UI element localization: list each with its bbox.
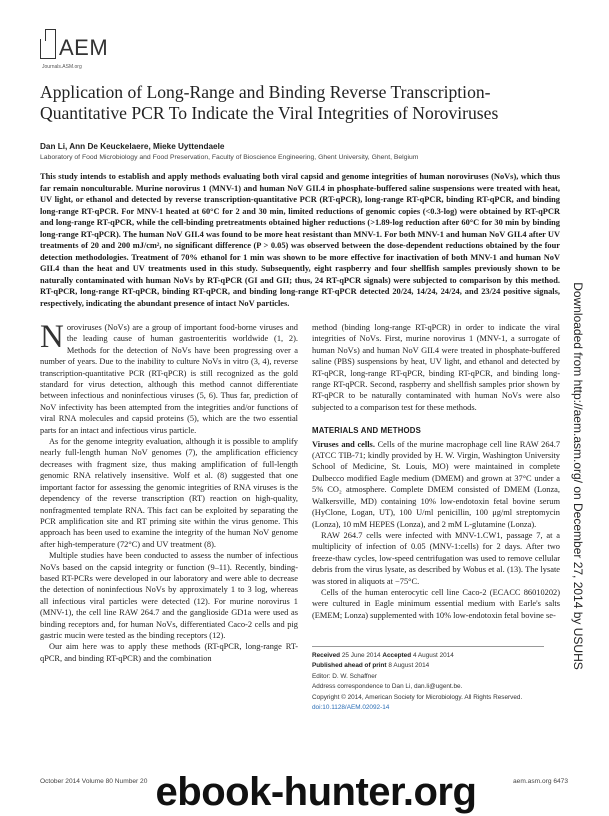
dates-line: Received 25 June 2014 Accepted 4 August 2014: [312, 652, 454, 659]
download-notice-text: Downloaded from http://aem.asm.org/ on December 27, 2014 by USUHS: [571, 281, 585, 670]
body-column-right: [312, 322, 560, 621]
abstract: [40, 171, 560, 309]
copyright-line: Copyright © 2014, American Society for Microbiology. All Rights Reserved.: [312, 693, 523, 701]
body-column-left: [40, 319, 298, 664]
run-in-heading: Viruses and cells.: [312, 439, 375, 449]
journal-logo: [40, 27, 109, 75]
intro-paragraph-5: method (binding long-range RT-qPCR) in order to indicate the viral integrities of NoVs. First, murine norovirus 1 (MNV-1, a surrogate of human NoVs) and human NoV GII.4 were treated in phosphate-buffered saline (PBS) suspensions by heat, UV light, and ethanol and detected by RT-qPCR, long-range RT-qPCR, binding RT-qPCR, and binding long-range RT-qPCR. Second, raspberry and shellfish samples prior shown by RT-qPCR to be naturally contaminated with human NoVs were also subjected to a comparison test for these methods.: [312, 323, 560, 412]
affiliation: Laboratory of Food Microbiology and Food Preservation, Faculty of Bioscience Engineering, Ghent University, Ghent, Belgium: [40, 154, 419, 161]
abstract-text: This study intends to establish and apply methods evaluating both viral capsid and genome integrities of human noroviruses (NoVs), which thus far remain nonculturable. Murine norovirus 1 (MNV-1) and human NoV GII.4 in phosphate-buffered saline suspensions were treated with heat, UV light, or ethanol and detected by reverse transcription-quantitative PCR (RT-qPCR), long-range RT-qPCR, binding RT-qPCR, and binding long-range RT-qPCR. For MNV-1 heated at 60°C for 2 and 30 min, limited reductions of genomic copies (<0.3-log) were obtained by RT-qPCR and long-range RT-qPCR, while the cell-binding pretreatments obtained higher reductions (>1.89-log reduction after 60°C for 30 min by binding long-range RT-qPCR). The human NoV GII.4 was found to be more heat resistant than MNV-1. For both MNV-1 and human NoV GII.4 after UV treatments of 20 and 200 mJ/cm², no significant difference (P > 0.05) was observed between the dose-dependent reductions obtained by the four detection methodologies. Treatment of 70% ethanol for 1 min was shown to be more effective for inactivation of both MNV-1 and human NoV GII.4 than the heat and UV treatments used in this study. Subsequently, eight raspberry and four shellfish samples previously shown to be naturally contaminated with human NoVs by RT-qPCR (GI and GII; thus, 24 RT-qPCR signals) were subjected to comparison by this method. RT-qPCR, long-range RT-qPCR, binding RT-qPCR, and binding long-range RT-qPCR detected 20/24, 14/24, 24/24, and 23/24 positive signals, respectively, indicating the abundant presence of intact NoV particles.: [40, 172, 560, 308]
methods-paragraph-2: RAW 264.7 cells were infected with MNV-1.CW1, passage 7, at a multiplicity of infection of 0.05 (MNV-1:cells) for 2 days. After two freeze-thaw cycles, low-speed centrifugation was used to remove cellular debris from the virus lysate, as described by Wobus et al. (13). The lysate was stored in aliquots at −75°C.: [312, 530, 560, 586]
author-list: Dan Li, Ann De Keuckelaere, Mieke Uyttendaele: [40, 142, 225, 151]
footer-page: aem.asm.org 6473: [513, 778, 568, 785]
intro-paragraph-3: Multiple studies have been conducted to assess the number of infectious NoVs based on the capsid integrity or function (9–11). Recently, binding-based RT-PCRs were developed in our laboratory and were able to decrease the detection of noninfectious NoVs by approximately 1 to 3 log, whereas all infectious viral particles were detected (12). For murine norovirus 1 (MNV-1), the cell line RAW 264.7 and the ganglioside GD1a were used as binding receptors and, for human NoVs, differentiated Caco-2 cells and pig gastric mucin were tested as the binding receptors (12).: [40, 551, 298, 640]
methods-paragraph-1-text: Cells of the murine macrophage cell line RAW 264.7 (ATCC TIB-71; kindly provided by H. W. Virgin, Washington University School of Medicine, St. Louis, MO) were maintained in complete Dulbecco modified Eagle medium (DMEM) and grown at 37°C under a 5% CO₂ atmosphere. Complete DMEM consisted of DMEM (Lonza, Walkersville, MD) containing 10% low-endotoxin fetal bovine serum (HyClone, Logan, UT), 100 U/ml penicillin, 100 μg/ml streptomycin (Lonza), 10 mM HEPES (Lonza), and 2 mM L-glutamine (Lonza).: [312, 439, 561, 529]
download-notice: [568, 188, 588, 763]
drop-cap: N: [40, 319, 64, 355]
editor-line: Editor: D. W. Schaffner: [312, 672, 377, 680]
intro-paragraph-2: As for the genome integrity evaluation, although it is possible to amplify nearly full-length human NoV genomes (7), the amplification efficiency decreases with fragment size, thus making amplification of full-length genomic RNA relatively insensitive. Wolf et al. (8) suggested that one important factor for assessing the genomic integrities of RNA viruses is the dependency of the reverse transcription (RT) reaction on high-quality, nonfragmented template RNA. This fact can be exploited by separating the PCR amplification site and RT priming site within the virus genome. This approach has been used to examine the integrity of the human NoV genome after high-temperature (72°C) and UV treatment (8).: [40, 437, 298, 549]
logo-text: AEM: [59, 35, 109, 60]
article-title: Application of Long-Range and Binding Reverse Transcription-Quantitative PCR To Indicate the Viral Integrities of Noroviruses: [40, 82, 499, 123]
intro-paragraph-1: [40, 319, 298, 436]
correspondence-line: Address correspondence to Dan Li, dan.li@ugent.be.: [312, 683, 463, 691]
intro-paragraph-1-text: oroviruses (NoVs) are a group of important food-borne viruses and the leading cause of human gastroenteritis worldwide (1, 2). Methods for the detection of NoVs have been progressing over a number of years. Due to the inability to culture NoVs in vitro (3, 4), reverse transcription-quantitative PCR (RT-qPCR) is still recognized as the gold standard for virus detection, although this method cannot differentiate between infectious and noninfectious viruses (5, 6). Thus far, prediction of NoV infectivity has been attempted from the integrities and/or functions of viral RNA molecules and capsid proteins (5), which are the two essential parts for an intact and infectious virus particle.: [40, 323, 298, 435]
watermark: ebook-hunter.org: [155, 770, 477, 814]
published-line: Published ahead of print 8 August 2014: [312, 662, 430, 670]
methods-paragraph-1: [312, 439, 560, 530]
footer-issue: October 2014 Volume 80 Number 20: [40, 778, 148, 785]
methods-paragraph-3: Cells of the human enterocytic cell line Caco-2 (ECACC 86010202) were cultured in Eagle minimum essential medium with Earle's salts (EMEM; Lonza) supplemented with 10% low-endotoxin fetal bovine se-: [312, 587, 560, 620]
article-info-box: [312, 646, 544, 713]
doi-link[interactable]: doi:10.1128/AEM.02092-14: [312, 704, 390, 712]
logo-emblem-icon: [40, 39, 56, 59]
logo-subtext: Journals.ASM.org: [42, 64, 82, 70]
intro-paragraph-4: Our aim here was to apply these methods (RT-qPCR, long-range RT-qPCR, and binding RT-qPCR) and the combination: [40, 642, 298, 663]
section-heading: MATERIALS AND METHODS: [312, 426, 422, 436]
